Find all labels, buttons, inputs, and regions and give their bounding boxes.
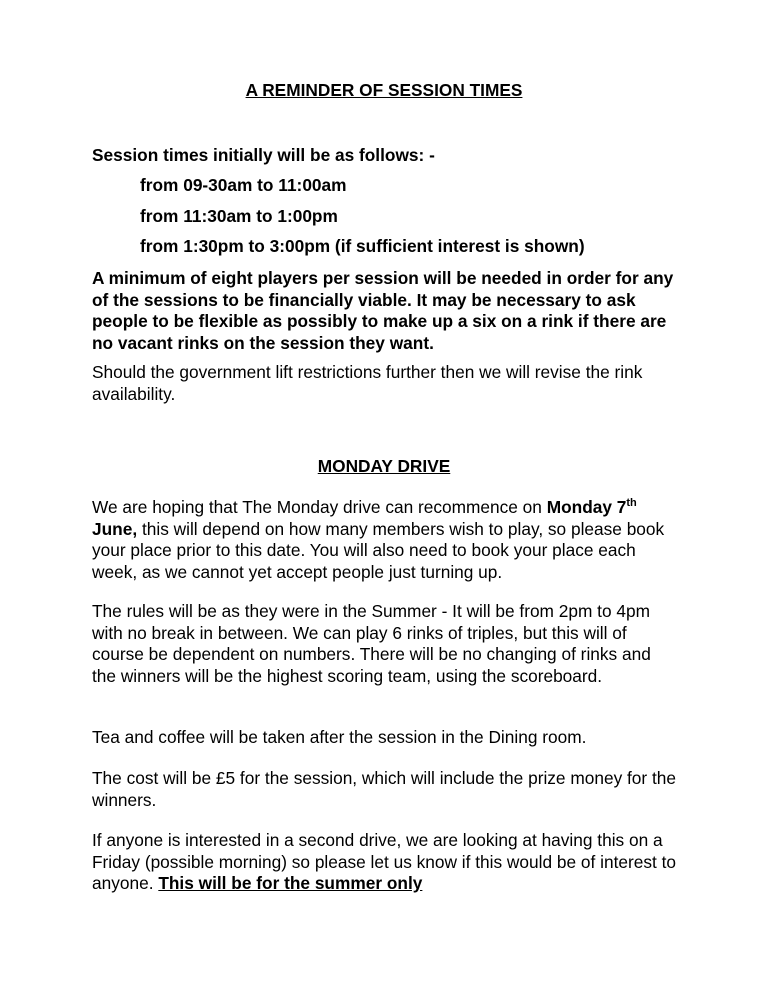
monday-drive-cost: The cost will be £5 for the session, which will include the prize money for the winners. <box>92 768 677 810</box>
minimum-players-note: A minimum of eight players per session will be needed in order for any of the sessions to be financially viable. It may be necessary to ask people to be flexible as possibly to make up a six on a rink if there are no vacant rinks on the session they want. <box>92 268 674 353</box>
session-times-heading: A REMINDER OF SESSION TIMES <box>245 80 523 100</box>
session-time-3: from 1:30pm to 3:00pm (if sufficient interest is shown) <box>140 236 585 256</box>
summer-only-emphasis: This will be for the summer only <box>158 873 423 894</box>
session-time-1: from 09-30am to 11:00am <box>140 175 347 195</box>
p1-start: We are hoping that The Monday drive can recommence on <box>92 497 547 517</box>
p1-date-suffix: th <box>626 497 637 509</box>
monday-drive-heading: MONDAY DRIVE <box>317 456 451 476</box>
p1-date-month: June, <box>92 518 138 539</box>
second-drive-note <box>92 830 692 895</box>
monday-drive-paragraph-1 <box>92 497 682 583</box>
p1-date: Monday 7 <box>546 497 627 517</box>
session-times-intro: Session times initially will be as follows: - <box>92 145 435 165</box>
p1-rest: this will depend on how many members wish to play, so please book your place prior to this date. You will also need to book your place each week, as we cannot yet accept people just turning up. <box>92 518 665 582</box>
session-time-2: from 11:30am to 1:00pm <box>140 206 338 226</box>
monday-drive-rules: The rules will be as they were in the Summer - It will be from 2pm to 4pm with no break in between. We can play 6 rinks of triples, but this will of course be dependent on numbers. There will be no changing of rinks and the winners will be the highest scoring team, using the scoreboard. <box>92 601 651 686</box>
p5-text: If anyone is interested in a second drive, we are looking at having this on a Friday (possible morning) so please let us know if this would be of interest to anyone. <box>92 830 677 894</box>
monday-drive-refreshments: Tea and coffee will be taken after the session in the Dining room. <box>92 727 587 747</box>
government-restrictions-note: Should the government lift restrictions further then we will revise the rink availability. <box>92 362 643 404</box>
